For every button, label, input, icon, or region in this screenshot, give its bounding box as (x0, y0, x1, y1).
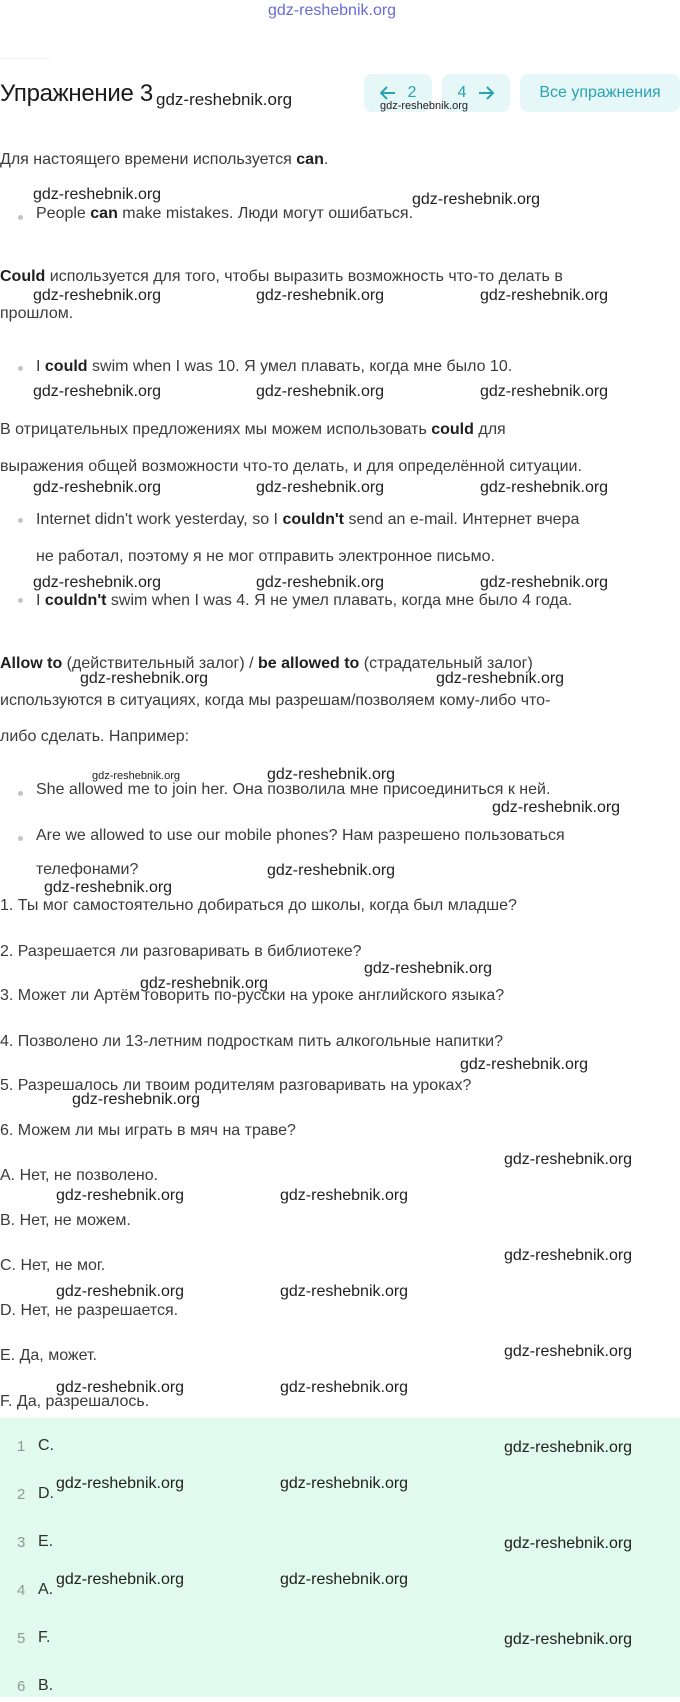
answer-value: D. (38, 1485, 54, 1502)
list-item: Internet didn't work yesterday, so I couldn't send an e-mail. Интернет вчера (36, 511, 580, 528)
watermark: gdz-reshebnik.org (364, 960, 493, 977)
watermark: gdz-reshebnik.org (380, 100, 469, 112)
list-item: I couldn't swim when I was 4. Я не умел плавать, когда мне было 4 года. (36, 592, 573, 609)
question: 2. Разрешается ли разговаривать в библиотеке? (0, 943, 362, 960)
paragraph-line: либо сделать. Например: (0, 728, 190, 745)
watermark: gdz-reshebnik.org (280, 1475, 409, 1492)
option: A. Нет, не позволено. (0, 1167, 159, 1184)
option: E. Да, может. (0, 1347, 97, 1364)
watermark: gdz-reshebnik.org (80, 670, 209, 687)
watermark: gdz-reshebnik.org (492, 799, 621, 816)
option: F. Да, разрешалось. (0, 1393, 150, 1410)
arrow-left-icon (380, 86, 396, 100)
answer-number: 3 (17, 1534, 26, 1551)
watermark: gdz-reshebnik.org (56, 1283, 185, 1300)
watermark: gdz-reshebnik.org (504, 1343, 633, 1360)
answer-value: B. (38, 1677, 54, 1694)
watermark: gdz-reshebnik.org (504, 1535, 633, 1552)
question: 4. Позволено ли 13-летним подросткам пить алкогольные напитки? (0, 1033, 503, 1050)
paragraph-line: используются в ситуациях, когда мы разрешам/позволяем кому-либо что- (0, 692, 551, 709)
question: 3. Может ли Артём говорить по-русски на уроке английского языка? (0, 987, 505, 1004)
paragraph-negative: В отрицательных предложениях мы можем использовать could для (0, 421, 506, 438)
bullet (18, 366, 23, 371)
watermark: gdz-reshebnik.org (92, 770, 181, 782)
answers-panel (0, 1418, 680, 1697)
option: B. Нет, не можем. (0, 1212, 131, 1229)
watermark: gdz-reshebnik.org (480, 479, 609, 496)
list-item: Are we allowed to use our mobile phones? Нам разрешено пользоваться (36, 827, 565, 844)
watermark: gdz-reshebnik.org (33, 479, 162, 496)
list-item: People can make mistakes. Люди могут ошибаться. (36, 205, 414, 222)
prev-exercise-label: 2 (407, 84, 417, 101)
watermark: gdz-reshebnik.org (140, 975, 269, 992)
paragraph-allow: Allow to (действительный залог) / be allowed to (страдательный залог) (0, 655, 533, 672)
bullet (18, 215, 23, 220)
watermark: gdz-reshebnik.org (280, 1571, 409, 1588)
answer-row (0, 1674, 680, 1702)
watermark: gdz-reshebnik.org (460, 1056, 589, 1073)
question: 1. Ты мог самостоятельно добираться до школы, когда был младше? (0, 897, 517, 914)
answer-number: 6 (17, 1678, 26, 1695)
paragraph-could: Could используется для того, чтобы выразить возможность что-то делать в (0, 268, 563, 285)
watermark: gdz-reshebnik.org (280, 1379, 409, 1396)
bullet (18, 518, 23, 523)
watermark: gdz-reshebnik.org (56, 1475, 185, 1492)
list-item-line: телефонами? (36, 861, 139, 878)
watermark: gdz-reshebnik.org (56, 1571, 185, 1588)
question: 5. Разрешалось ли твоим родителям разговаривать на уроках? (0, 1077, 472, 1094)
watermark: gdz-reshebnik.org (280, 1283, 409, 1300)
watermark: gdz-reshebnik.org (504, 1151, 633, 1168)
answer-number: 5 (17, 1630, 26, 1647)
watermark: gdz-reshebnik.org (33, 287, 162, 304)
watermark: gdz-reshebnik.org (267, 766, 396, 783)
option: C. Нет, не мог. (0, 1257, 106, 1274)
watermark: gdz-reshebnik.org (33, 383, 162, 400)
watermark: gdz-reshebnik.org (72, 1091, 201, 1108)
divider (0, 58, 50, 59)
watermark: gdz-reshebnik.org (504, 1439, 633, 1456)
answer-value: A. (38, 1581, 54, 1598)
watermark: gdz-reshebnik.org (280, 1187, 409, 1204)
answer-number: 2 (17, 1486, 26, 1503)
watermark: gdz-reshebnik.org (504, 1247, 633, 1264)
watermark: gdz-reshebnik.org (44, 879, 173, 896)
watermark: gdz-reshebnik.org (256, 287, 385, 304)
watermark: gdz-reshebnik.org (56, 1187, 185, 1204)
answer-value: C. (38, 1437, 54, 1454)
answer-number: 1 (17, 1438, 26, 1455)
watermark: gdz-reshebnik.org (256, 574, 385, 591)
watermark: gdz-reshebnik.org (480, 287, 609, 304)
paragraph-line: прошлом. (0, 305, 74, 322)
paragraph-can: Для настоящего времени используется can. (0, 151, 329, 168)
bullet (18, 598, 23, 603)
answer-value: F. (38, 1629, 51, 1646)
watermark: gdz-reshebnik.org (256, 383, 385, 400)
answer-value: E. (38, 1533, 54, 1550)
all-exercises-button[interactable]: Все упражнения (520, 74, 680, 112)
paragraph-line: выражения общей возможности что-то делать, и для определённой ситуации. (0, 458, 582, 475)
watermark-top: gdz-reshebnik.org (268, 2, 397, 19)
next-exercise-label: 4 (457, 84, 467, 101)
page-title: Упражнение 3 (0, 80, 153, 107)
watermark: gdz-reshebnik.org (156, 90, 293, 109)
option: D. Нет, не разрешается. (0, 1302, 179, 1319)
watermark: gdz-reshebnik.org (33, 574, 162, 591)
bullet (18, 791, 23, 796)
watermark: gdz-reshebnik.org (504, 1631, 633, 1648)
list-item-line: не работал, поэтому я не мог отправить электронное письмо. (36, 548, 495, 565)
list-item: I could swim when I was 10. Я умел плавать, когда мне было 10. (36, 358, 513, 375)
question: 6. Можем ли мы играть в мяч на траве? (0, 1122, 296, 1139)
list-item: She allowed me to join her. Она позволила мне присоединиться к ней. (36, 781, 551, 798)
watermark: gdz-reshebnik.org (480, 574, 609, 591)
arrow-right-icon (478, 86, 494, 100)
answer-number: 4 (17, 1582, 26, 1599)
watermark: gdz-reshebnik.org (33, 186, 162, 203)
watermark: gdz-reshebnik.org (267, 862, 396, 879)
watermark: gdz-reshebnik.org (56, 1379, 185, 1396)
watermark: gdz-reshebnik.org (412, 191, 541, 208)
bullet (18, 836, 23, 841)
watermark: gdz-reshebnik.org (480, 383, 609, 400)
watermark: gdz-reshebnik.org (256, 479, 385, 496)
watermark: gdz-reshebnik.org (436, 670, 565, 687)
